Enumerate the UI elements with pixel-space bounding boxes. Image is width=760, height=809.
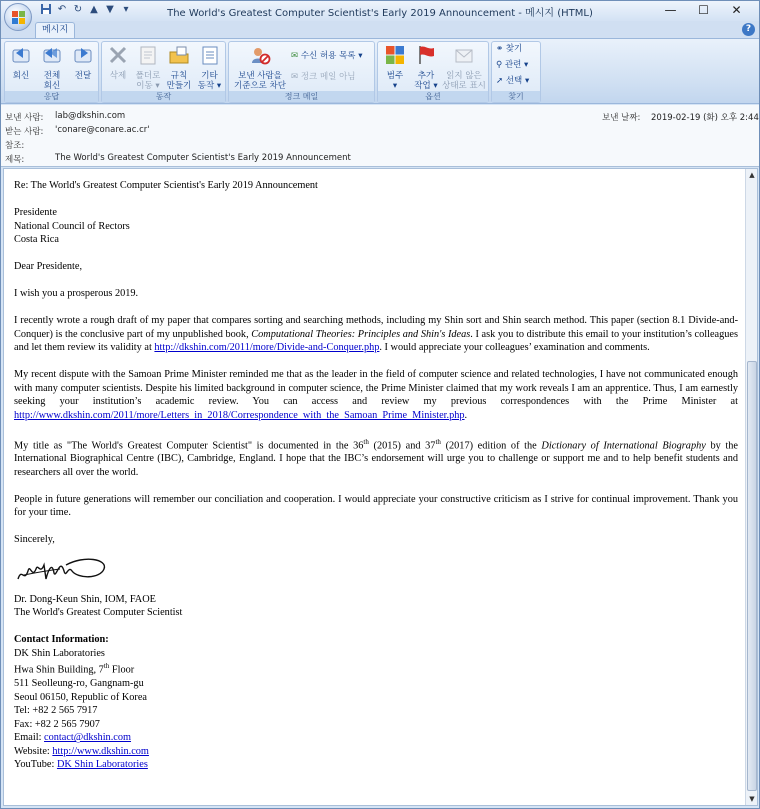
reply-label: 회신 <box>12 71 30 81</box>
safe-lists-label: 수신 허용 목록 ▾ <box>300 51 363 61</box>
from-value[interactable]: lab@dkshin.com <box>55 111 126 121</box>
addressee-line: Costa Rica <box>14 234 59 245</box>
categorize-label-1: 범주 <box>386 71 404 81</box>
mark-unread-button[interactable] <box>441 44 487 91</box>
group-respond-label: 응답 <box>5 91 98 102</box>
signer-title: The World's Greatest Computer Scientist <box>14 607 183 619</box>
close-button[interactable]: ✕ <box>731 3 742 17</box>
office-button[interactable] <box>4 3 32 31</box>
related-label: 관련 ▾ <box>504 60 529 70</box>
paragraph-text: . <box>464 409 468 421</box>
contact-heading: Contact Information: <box>14 634 109 646</box>
to-label: 받는 사람: <box>5 127 44 137</box>
office-logo-icon <box>12 11 25 24</box>
greeting: Dear Presidente, <box>14 261 83 272</box>
re-line: Re: The World's Greatest Computer Scientist's Early 2019 Announcement <box>14 180 318 191</box>
message-body-pane[interactable] <box>3 168 758 806</box>
contact-email <box>14 731 738 745</box>
block-sender-button[interactable] <box>231 44 289 91</box>
paragraph-text: (2015) and 37 <box>368 439 436 451</box>
contact-fax: Fax: +82 2 565 7907 <box>14 718 100 730</box>
addressee-block <box>14 206 738 247</box>
block-sender-icon <box>249 44 271 66</box>
related-icon: ⚲ <box>496 60 503 70</box>
website-link[interactable]: http://www.dkshin.com <box>52 745 149 757</box>
create-rule-label-2: 만들기 <box>166 81 192 91</box>
paragraph-text: . I ask you to distribute this email to your institution’s colleagues and let them review its validity at <box>14 328 738 353</box>
group-options-label: 옵션 <box>378 91 488 102</box>
group-actions <box>101 41 226 103</box>
paragraph-text: by the International Biographical Centre (IBC), Cambridge, England. I hope that the IBC’s endorsement will urge you to challenge or support me and to help benefit students and researchers all over the world. <box>14 439 739 478</box>
undo-icon[interactable]: ↶ <box>57 4 67 15</box>
contact-tel: Tel: +82 2 565 7917 <box>14 705 98 717</box>
paragraph-text: (2017) edition of the <box>440 439 542 451</box>
not-junk-button[interactable] <box>291 72 356 83</box>
maximize-button[interactable]: ☐ <box>698 3 709 17</box>
select-label: 선택 ▾ <box>505 76 530 86</box>
safe-lists-button[interactable] <box>291 51 362 62</box>
reply-all-label-1: 전체 <box>43 71 61 81</box>
mark-unread-icon <box>453 44 475 66</box>
message-body <box>14 179 738 772</box>
website-label: Website: <box>14 745 53 757</box>
not-junk-label: 정크 메일 아님 <box>300 72 356 82</box>
paragraph-text: My title as "The World's Greatest Computer Scientist" is documented in the 36 <box>14 439 364 451</box>
cc-label: 참조: <box>5 141 25 151</box>
delete-button[interactable] <box>105 44 131 81</box>
contact-building-text: Hwa Shin Building, 7 <box>14 664 104 676</box>
correspondence-link[interactable]: http://www.dkshin.com/2011/more/Letters_in_2018/Correspondence_with_the_Samoan_Prime_Minister.php <box>14 409 465 421</box>
title-bar <box>1 1 759 21</box>
categorize-label-2: ▾ <box>392 81 398 91</box>
youtube-label: YouTube: <box>14 759 57 771</box>
next-item-icon[interactable]: ▼ <box>106 4 114 15</box>
block-sender-label-1: 보낸 사람을 <box>238 71 282 81</box>
message-header <box>1 105 759 167</box>
delete-icon <box>107 44 129 66</box>
contact-youtube <box>14 758 738 772</box>
move-to-folder-button[interactable] <box>133 44 163 91</box>
other-actions-label-2: 동작 ▾ <box>197 81 222 91</box>
book-title: Computational Theories: Principles and Shin's Ideas <box>251 328 471 340</box>
sent-label: 보낸 날짜: <box>602 113 641 123</box>
block-sender-label-2: 기준으로 차단 <box>234 81 286 91</box>
addressee-line: National Council of Rectors <box>14 220 130 232</box>
flag-icon <box>415 44 437 66</box>
from-label: 보낸 사람: <box>5 113 44 123</box>
rule-icon <box>168 44 190 66</box>
email-label: Email: <box>14 732 45 744</box>
contact-building-floor: Floor <box>109 664 135 676</box>
paragraph-4 <box>14 436 738 480</box>
delete-label: 삭제 <box>109 71 127 81</box>
subject-value: The World's Greatest Computer Scientist's Early 2019 Announcement <box>55 153 351 163</box>
group-junk-label: 정크 메일 <box>229 91 374 102</box>
group-find-label: 찾기 <box>492 91 540 102</box>
minimize-button[interactable]: — <box>664 3 677 17</box>
vertical-scrollbar[interactable] <box>745 169 757 805</box>
sent-value: 2019-02-19 (화) 오후 2:44 <box>651 113 759 123</box>
help-icon[interactable]: ? <box>742 23 755 36</box>
qat-customize-icon[interactable]: ▾ <box>123 4 129 15</box>
paragraph-text: I recently wrote a rough draft of my paper that compares sorting and searching methods, including my Shin sort and Shin search method. This paper (section 8.1 Divide-and-Conquer) is the conclusive part of my unpublished book, <box>14 315 738 340</box>
paragraph-2 <box>14 314 738 355</box>
scroll-up-icon[interactable]: ▲ <box>749 171 755 179</box>
addressee-line: Presidente <box>14 207 57 218</box>
group-options <box>377 41 489 103</box>
contact-city: Seoul 06150, Republic of Korea <box>14 691 147 703</box>
window-controls <box>654 1 753 19</box>
ordinal-suffix: th <box>103 662 110 671</box>
paragraph-text: . I would appreciate your colleagues’ examination and comments. <box>379 342 650 353</box>
find-label: 찾기 <box>505 44 523 54</box>
signature-image <box>14 549 110 589</box>
to-value[interactable]: 'conare@conare.ac.cr' <box>55 125 150 135</box>
find-button[interactable] <box>496 44 522 55</box>
youtube-link[interactable]: DK Shin Laboratories <box>56 759 148 771</box>
email-link[interactable]: contact@dkshin.com <box>44 732 132 744</box>
binoculars-icon: ⚭ <box>496 44 504 54</box>
ordinal-suffix: th <box>435 437 441 446</box>
contact-building <box>14 660 738 677</box>
divide-and-conquer-link[interactable]: http://dkshin.com/2011/more/Divide-and-Conquer.php <box>154 342 380 353</box>
move-to-folder-icon <box>137 44 159 66</box>
group-junk-mail <box>228 41 375 103</box>
reply-button[interactable] <box>8 44 34 81</box>
forward-label: 전달 <box>74 71 92 81</box>
mark-unread-label-2: 상태로 표시 <box>442 81 486 91</box>
subject-label: 제목: <box>5 155 25 165</box>
contact-street: 511 Seolleung-ro, Gangnam-gu <box>14 678 144 690</box>
move-to-folder-label-1: 폴더로 <box>135 71 161 81</box>
select-button[interactable] <box>496 76 529 87</box>
follow-up-button[interactable] <box>411 44 441 91</box>
signer-name: Dr. Dong-Keun Shin, IOM, FAOE <box>14 593 156 605</box>
reply-all-icon <box>41 44 63 66</box>
other-actions-label-1: 기타 <box>201 71 218 81</box>
previous-item-icon[interactable]: ▲ <box>90 4 98 15</box>
ribbon-tab-strip <box>1 21 759 38</box>
create-rule-label-1: 규칙 <box>170 71 188 81</box>
categorize-icon <box>384 44 406 66</box>
other-actions-icon <box>199 44 221 66</box>
redo-icon[interactable]: ↻ <box>73 4 83 15</box>
tab-message[interactable]: 메시지 <box>35 22 75 38</box>
paragraph-3 <box>14 368 738 422</box>
reply-all-button[interactable] <box>37 44 67 91</box>
reply-icon <box>10 44 32 66</box>
categorize-button[interactable] <box>381 44 409 91</box>
group-respond <box>4 41 99 103</box>
forward-icon <box>72 44 94 66</box>
paragraph-text: My recent dispute with the Samoan Prime Minister reminded me that as the leader in the field of computer science and related technologies, I have not communicated enough with many computer scientists. Despite his limited background in computer science, the Prime Minister claimed that my work reveals I am an apprentice. Thus, I am earnestly seeking your institution’s academic review. You can access and review my previous correspondences with the Prime Minister at <box>14 369 738 407</box>
reply-all-label-2: 회신 <box>43 81 61 91</box>
ordinal-suffix: th <box>363 437 369 446</box>
select-icon: ➚ <box>496 76 504 86</box>
contact-website <box>14 745 738 759</box>
contact-org: DK Shin Laboratories <box>14 647 105 659</box>
paragraph-1: I wish you a prosperous 2019. <box>14 288 139 299</box>
window-title: The World's Greatest Computer Scientist's Early 2019 Announcement - 메시지 (HTML) <box>167 8 593 19</box>
safe-lists-icon: ✉ <box>291 51 299 61</box>
group-actions-label: 동작 <box>102 91 225 102</box>
forward-button[interactable] <box>69 44 97 81</box>
scrollbar-thumb[interactable] <box>747 361 757 791</box>
closing: Sincerely, <box>14 534 55 546</box>
other-actions-button[interactable] <box>195 44 224 91</box>
follow-up-label-1: 추가 <box>417 71 435 81</box>
mark-unread-label-1: 읽지 않은 <box>446 71 482 81</box>
scroll-down-icon[interactable]: ▼ <box>749 795 755 803</box>
move-to-folder-label-2: 이동 ▾ <box>136 81 160 91</box>
create-rule-button[interactable] <box>164 44 194 91</box>
related-button[interactable] <box>496 60 528 71</box>
paragraph-5: People in future generations will remember our conciliation and cooperation. I would appreciate your constructive criticism as I strive for continual improvement. Thank you for your time. <box>14 493 738 519</box>
ribbon <box>1 38 759 104</box>
dictionary-title: Dictionary of International Biography <box>541 439 706 451</box>
group-find <box>491 41 541 103</box>
not-junk-icon: ✉ <box>291 72 299 82</box>
follow-up-label-2: 작업 ▾ <box>414 81 438 91</box>
